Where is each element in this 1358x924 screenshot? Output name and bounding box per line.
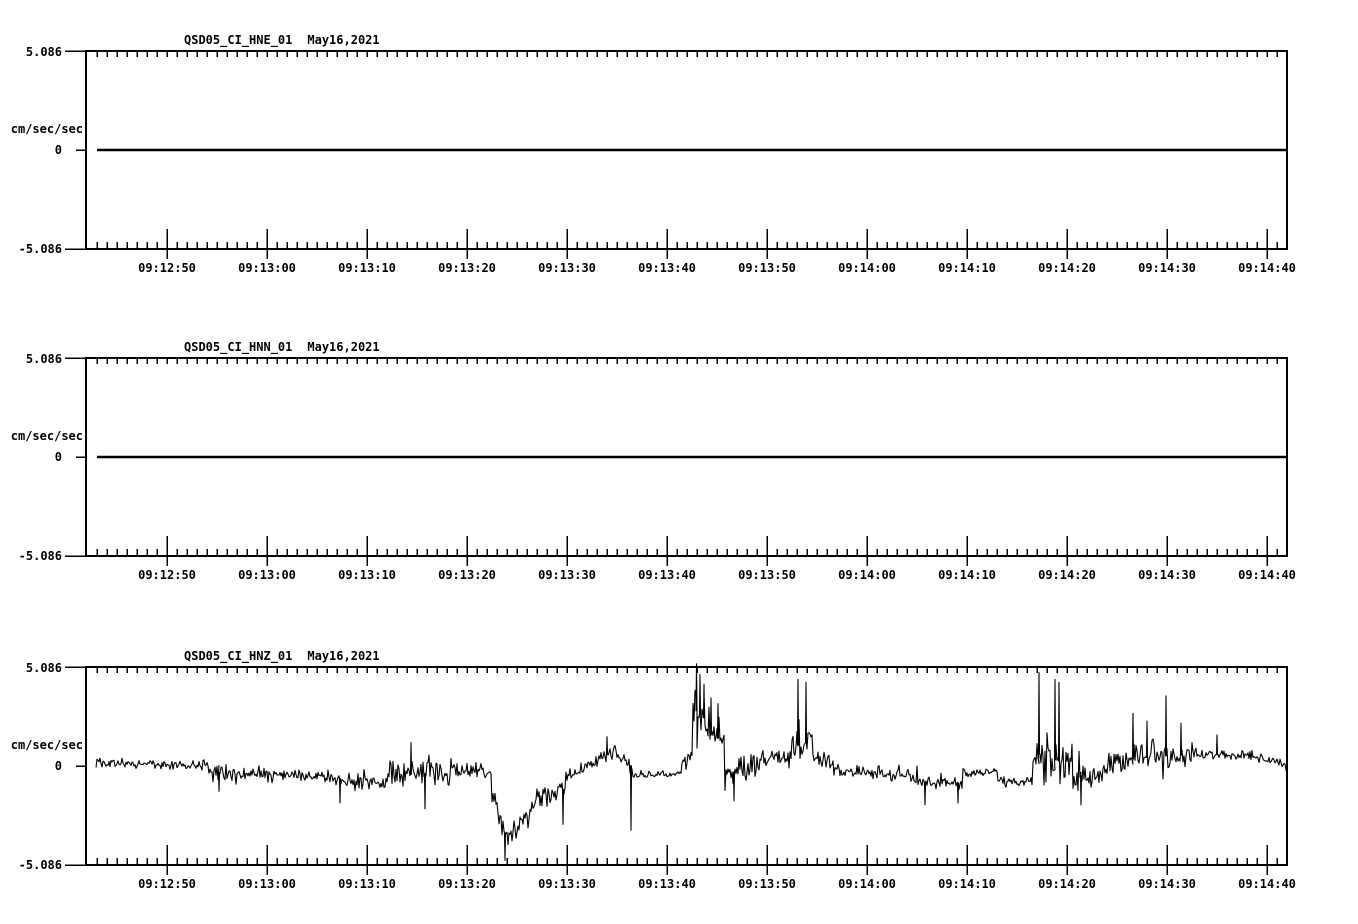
y-tick-label-min: -5.086 bbox=[18, 242, 62, 256]
y-tick-label-min: -5.086 bbox=[18, 549, 62, 563]
x-tick-label: 09:14:20 bbox=[1038, 261, 1096, 275]
tick-marks bbox=[65, 358, 1277, 566]
x-tick-label: 09:14:40 bbox=[1238, 877, 1296, 891]
x-tick-label: 09:14:00 bbox=[838, 568, 896, 582]
y-axis-unit-label: cm/sec/sec bbox=[10, 738, 83, 752]
x-tick-label: 09:14:40 bbox=[1238, 261, 1296, 275]
x-tick-label: 09:14:00 bbox=[838, 261, 896, 275]
x-tick-label: 09:13:00 bbox=[238, 261, 296, 275]
x-tick-label: 09:13:20 bbox=[438, 261, 496, 275]
y-tick-label-zero: 0 bbox=[54, 143, 62, 157]
x-tick-label: 09:12:50 bbox=[138, 568, 196, 582]
x-tick-label: 09:13:40 bbox=[638, 568, 696, 582]
x-tick-label: 09:14:40 bbox=[1238, 568, 1296, 582]
x-tick-label: 09:13:30 bbox=[538, 568, 596, 582]
plot-group-HNN bbox=[65, 358, 1287, 566]
x-tick-label: 09:13:20 bbox=[438, 568, 496, 582]
date-label: May16,2021 bbox=[307, 649, 380, 663]
x-tick-label: 09:13:50 bbox=[738, 568, 796, 582]
x-tick-label: 09:13:30 bbox=[538, 877, 596, 891]
x-tick-label: 09:13:30 bbox=[538, 261, 596, 275]
channel-label: QSD05_CI_HNZ_01 bbox=[184, 649, 293, 663]
x-tick-label: 09:14:10 bbox=[938, 877, 996, 891]
x-tick-label: 09:14:30 bbox=[1138, 261, 1196, 275]
x-tick-label: 09:14:20 bbox=[1038, 877, 1096, 891]
x-tick-label: 09:13:00 bbox=[238, 877, 296, 891]
x-tick-label: 09:12:50 bbox=[138, 261, 196, 275]
x-tick-label: 09:14:10 bbox=[938, 568, 996, 582]
trace-HNZ bbox=[96, 664, 1287, 861]
x-tick-label: 09:13:50 bbox=[738, 877, 796, 891]
x-tick-label: 09:13:10 bbox=[338, 568, 396, 582]
channel-label: QSD05_CI_HNN_01 bbox=[184, 340, 293, 354]
plot-group-HNE bbox=[65, 51, 1287, 259]
x-tick-label: 09:13:10 bbox=[338, 877, 396, 891]
channel-label: QSD05_CI_HNE_01 bbox=[184, 33, 293, 47]
y-axis-unit-label: cm/sec/sec bbox=[10, 429, 83, 443]
date-label: May16,2021 bbox=[307, 340, 380, 354]
x-tick-label: 09:14:10 bbox=[938, 261, 996, 275]
x-tick-label: 09:13:50 bbox=[738, 261, 796, 275]
x-tick-label: 09:13:40 bbox=[638, 261, 696, 275]
y-tick-label-max: 5.086 bbox=[25, 45, 62, 59]
y-tick-label-min: -5.086 bbox=[18, 858, 62, 872]
x-tick-label: 09:14:30 bbox=[1138, 877, 1196, 891]
y-tick-label-zero: 0 bbox=[54, 450, 62, 464]
y-axis-unit-label: cm/sec/sec bbox=[10, 122, 83, 136]
y-tick-label-max: 5.086 bbox=[25, 661, 62, 675]
x-tick-label: 09:13:10 bbox=[338, 261, 396, 275]
x-tick-label: 09:14:00 bbox=[838, 877, 896, 891]
x-tick-label: 09:13:00 bbox=[238, 568, 296, 582]
y-tick-label-max: 5.086 bbox=[25, 352, 62, 366]
x-tick-label: 09:14:20 bbox=[1038, 568, 1096, 582]
x-tick-label: 09:12:50 bbox=[138, 877, 196, 891]
x-tick-label: 09:13:20 bbox=[438, 877, 496, 891]
y-tick-label-zero: 0 bbox=[54, 759, 62, 773]
x-tick-label: 09:13:40 bbox=[638, 877, 696, 891]
plot-group-HNZ bbox=[65, 664, 1287, 875]
x-tick-label: 09:14:30 bbox=[1138, 568, 1196, 582]
tick-marks bbox=[65, 51, 1277, 259]
tick-marks bbox=[65, 667, 1277, 875]
date-label: May16,2021 bbox=[307, 33, 380, 47]
